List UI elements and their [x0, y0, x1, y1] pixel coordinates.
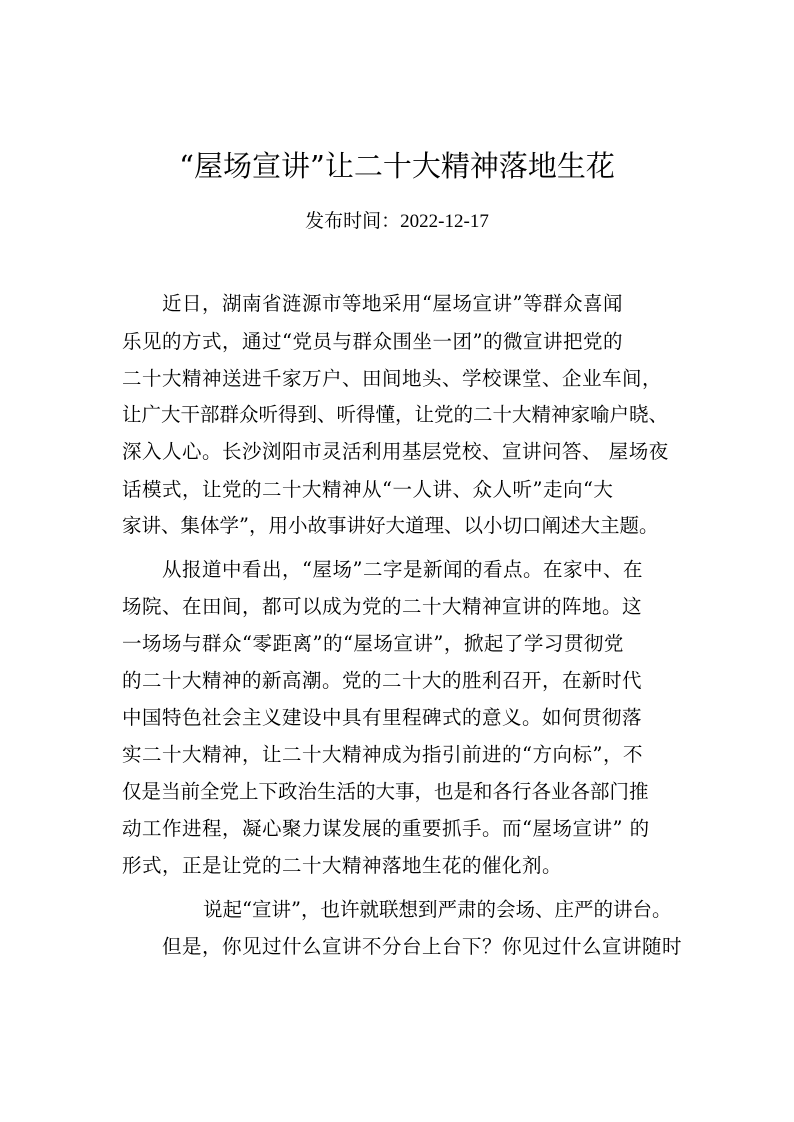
- body-line: 场院、在田间，都可以成为党的二十大精神宣讲的阵地。这: [122, 595, 643, 618]
- publish-date-value: 2022-12-17: [400, 211, 489, 232]
- body-line: 动工作进程，凝心聚力谋发展的重要抓手。而“屋场宣讲” 的: [122, 817, 650, 840]
- body-line: 中国特色社会主义建设中具有里程碑式的意义。如何贯彻落: [122, 706, 643, 729]
- body-line: 二十大精神送进千家万户、田间地头、学校课堂、企业车间，: [122, 367, 663, 390]
- body-line: 一场场与群众“零距离”的“屋场宣讲”，掀起了学习贯彻党: [122, 632, 624, 655]
- body-line: 从报道中看出，“屋场”二字是新闻的看点。在家中、在: [162, 558, 643, 581]
- body-line: 让广大干部群众听得到、听得懂，让党的二十大精神家喻户晓、: [122, 403, 669, 426]
- body-line: 深入人心。长沙浏阳市灵活利用基层党校、宣讲问答、 屋场夜: [122, 440, 669, 463]
- body-line: 形式，正是让党的二十大精神落地生花的催化剂。: [122, 854, 563, 877]
- body-line: 仅是当前全党上下政治生活的大事，也是和各行各业各部门推: [122, 780, 649, 803]
- body-line: 家讲、集体学”，用小故事讲好大道理、以小切口阐述大主题。: [122, 514, 659, 537]
- publish-date-label: 发布时间：: [305, 210, 401, 232]
- body-line: 说起“宣讲”，也许就联想到严肃的会场、庄严的讲台。: [203, 898, 672, 921]
- body-line: 的二十大精神的新高潮。党的二十大的胜利召开，在新时代: [122, 669, 643, 692]
- publish-date: [0, 207, 794, 236]
- body-line: 近日，湖南省涟源市等地采用“屋场宣讲”等群众喜闻: [162, 292, 623, 315]
- article-title: “屋场宣讲”让二十大精神落地生花: [179, 149, 615, 183]
- body-line: 乐见的方式，通过“党员与群众围坐一团”的微宣讲把党的: [122, 330, 623, 353]
- body-line: 实二十大精神，让二十大精神成为指引前进的“方向标”，不: [122, 743, 643, 766]
- body-line: 话模式，让党的二十大精神从“一人讲、众人听”走向“大: [122, 478, 614, 501]
- body-line: 但是，你见过什么宣讲不分台上台下？你见过什么宣讲随时: [162, 935, 683, 958]
